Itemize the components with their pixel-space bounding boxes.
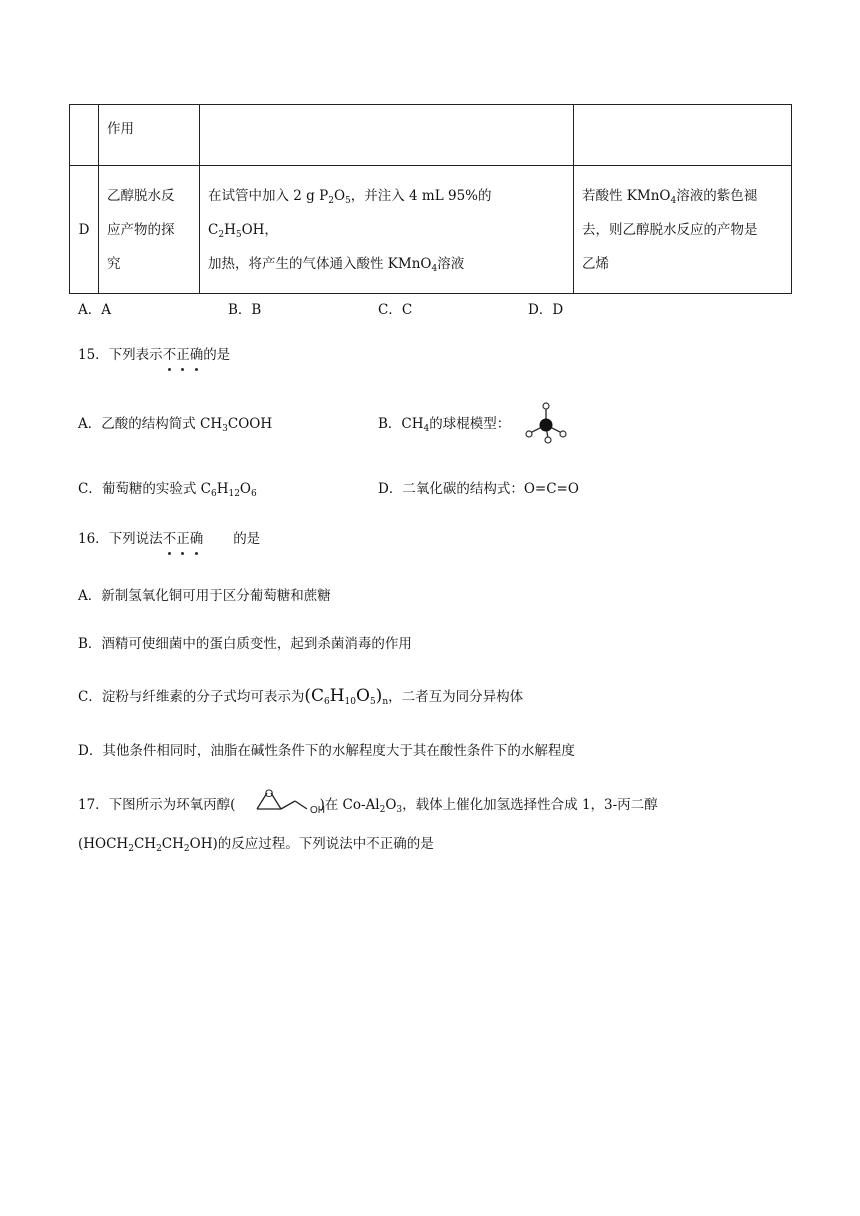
method-line: 加热，将产生的气体通入酸性 KMnO$_4$溶液 <box>208 255 465 274</box>
question-17-line1: 17．下图所示为环氧丙醇( )在 $Co-Al_2O_3$，载体上催化加氢选择性合成 1，3-丙二醇 <box>78 797 658 815</box>
hydroxyl-label: OH <box>310 805 325 816</box>
svg-text:O: O <box>264 788 274 800</box>
table-cell <box>574 105 792 166</box>
q16-option-d: D．其他条件相同时，油脂在碱性条件下的水解程度大于其在酸性条件下的水解程度 <box>78 743 575 759</box>
table-cell-item: 作用 <box>99 105 200 166</box>
table-cell-result <box>574 166 792 294</box>
table-cell <box>200 105 574 166</box>
glycidol-structure-icon <box>247 785 335 817</box>
q15-option-c: C．葡萄糖的实验式 $C_6H_{12}O_6$ <box>78 481 257 499</box>
result-line: 若酸性 KMnO$_4$溶液的紫色褪 <box>582 187 758 206</box>
table-cell-letter: D <box>70 166 99 294</box>
question-16-stem: 16．下列说法不正确 的是 <box>78 531 261 547</box>
q16-option-a: A．新制氢氧化铜可用于区分葡萄糖和蔗糖 <box>78 588 331 604</box>
q15-option-b: B．$CH_4$的球棍模型： <box>378 416 511 434</box>
question-17-line2: $(HOCH_2CH_2CH_2OH)$的反应过程。下列说法中不正确的是 <box>78 836 434 854</box>
method-line: 在试管中加入 2 g $P_2O_5$，并注入 4 mL 95%的 $C_2H_5OH$， <box>208 187 492 240</box>
q15-option-a: A．乙酸的结构简式 $CH_3COOH$ <box>78 416 273 434</box>
experiment-table <box>69 104 792 294</box>
option-c: C．C <box>378 302 413 318</box>
table-cell-method <box>200 166 574 294</box>
table-row <box>70 166 792 294</box>
ball-and-stick-model-icon <box>522 401 572 445</box>
result-line: 乙烯 <box>582 255 609 272</box>
question-15-stem: 15．下列表示不正确的是 <box>78 347 231 363</box>
result-line: 去，则乙醇脱水反应的产物是 <box>582 221 758 238</box>
option-b: B．B <box>228 302 262 318</box>
option-d: D．D <box>528 302 564 318</box>
table-cell-item: 乙醇脱水反 应产物的探 究 <box>99 166 200 294</box>
q16-option-c: C．淀粉与纤维素的分子式均可表示为$(C_6H_{10}O_5)_n$，二者互为同分异构体 <box>78 686 524 707</box>
q16-option-b: B．酒精可使细菌中的蛋白质变性，起到杀菌消毒的作用 <box>78 636 412 652</box>
table-cell <box>70 105 99 166</box>
option-a: A．A <box>78 302 111 318</box>
q15-option-d: D．二氧化碳的结构式：O=C=O <box>378 481 579 497</box>
table-row <box>70 105 792 166</box>
